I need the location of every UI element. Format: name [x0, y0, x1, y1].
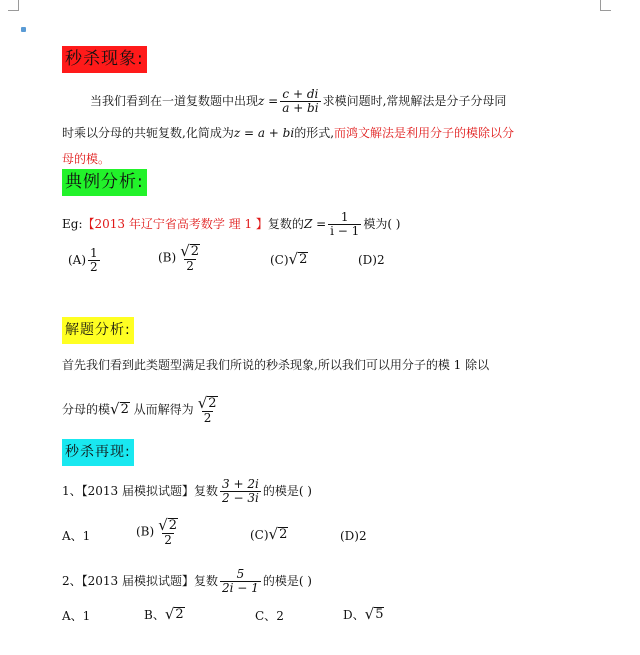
fraction-sqrt2-over-2: [178, 243, 202, 273]
q2-option-a: [62, 608, 90, 624]
paragraph-line-2: [62, 125, 514, 141]
text-span: 的形式,: [294, 126, 335, 140]
option-label: (C): [250, 528, 269, 542]
radicand: 2: [279, 527, 288, 542]
text-span: 的模是( ): [262, 484, 312, 498]
fraction-denominator: 2: [164, 533, 172, 547]
sqrt-symbol: [180, 243, 200, 259]
option-label: D、: [343, 608, 365, 622]
text-span: 当我们看到在一道复数题中出现: [90, 94, 259, 108]
fraction-sqrt2-over-2: [196, 395, 220, 425]
practice-question-1: [62, 478, 312, 505]
analysis-line-1: 首先我们看到此类题型满足我们所说的秒杀现象,所以我们可以用分子的模 1 除以: [62, 358, 490, 372]
page-corner-mark-top-left: [8, 0, 19, 11]
fraction-denominator: 2: [203, 411, 212, 425]
math-z: z =: [258, 94, 279, 108]
option-label: (D): [358, 253, 377, 267]
example-question: [62, 211, 401, 238]
q1-option-a: [62, 528, 90, 544]
highlight-text-red: 而鸿文解法是利用分子的模除以分: [334, 126, 515, 140]
option-label: B、: [144, 608, 165, 622]
sqrt-symbol: [365, 606, 385, 622]
fraction-denominator: 2 − 3i: [222, 491, 259, 505]
text-span: 从而解得为: [129, 402, 194, 417]
sqrt-symbol: [289, 251, 309, 267]
sqrt-symbol: [269, 526, 289, 542]
text-span: 求模问题时,常规解法是分子分母同: [322, 94, 507, 108]
text-span: 复数: [194, 484, 219, 498]
fraction-numerator: [196, 395, 220, 411]
fraction-denominator: 2i − 1: [222, 581, 259, 595]
radicand: 2: [190, 244, 200, 259]
option-label: A、: [62, 529, 83, 543]
q2-option-c: [255, 608, 284, 624]
radicand: 2: [299, 252, 308, 267]
section-heading-practice: 秒杀再现:: [62, 439, 134, 466]
question-number: 1、: [62, 484, 82, 498]
math-expression: z = a + bi: [233, 126, 295, 140]
option-label: (C): [270, 253, 289, 267]
radical-icon: √: [268, 525, 279, 543]
radicand: 2: [120, 401, 129, 417]
option-label: C、: [255, 609, 277, 623]
fraction-c-di-over-a-bi: [280, 88, 320, 115]
option-label: A、: [62, 609, 83, 623]
section-heading-example: 典例分析:: [62, 169, 147, 196]
text-span: 模为( ): [363, 217, 401, 231]
fraction-sqrt2-over-2: [156, 517, 180, 547]
fraction-numerator: 1: [90, 246, 98, 260]
q1-option-b: [136, 517, 182, 547]
q1-option-d: [340, 528, 367, 544]
radical-icon: √: [288, 250, 299, 268]
radical-icon: √: [110, 399, 120, 418]
analysis-line-2: [62, 395, 222, 425]
option-label: (D): [340, 529, 359, 543]
practice-question-2: [62, 568, 312, 595]
fraction-numerator: 1: [340, 210, 349, 224]
fraction-denominator: 2: [90, 260, 98, 274]
option-label: (B): [136, 524, 155, 539]
fraction-numerator: c + di: [282, 87, 319, 101]
q2-option-b: [144, 606, 185, 623]
option-d: [358, 252, 385, 268]
section-heading-analysis: 解题分析:: [62, 317, 134, 344]
fraction-5-over-2i-1: [220, 568, 261, 595]
radicand: 2: [168, 518, 178, 533]
sqrt-symbol: [198, 395, 218, 411]
text-span: 复数: [194, 574, 219, 588]
text-span: 复数的: [267, 217, 304, 231]
paragraph-line-3: 母的模。: [62, 152, 111, 166]
text-span: 的模是( ): [262, 574, 312, 588]
sqrt-symbol: [110, 401, 130, 417]
radicand: 2: [175, 607, 184, 622]
option-value: 2: [358, 529, 367, 543]
sqrt-symbol: [158, 517, 178, 533]
option-value: 2: [376, 253, 385, 267]
fraction-3-2i-over-2-3i: [220, 478, 261, 505]
fraction-numerator: 3 + 2i: [222, 477, 259, 491]
fraction-1-over-i-1: [328, 211, 361, 238]
example-prefix: Eg:: [62, 217, 83, 231]
radicand: 5: [375, 607, 384, 622]
anchor-marker-icon: [21, 27, 26, 32]
fraction-1-over-2: [88, 247, 100, 274]
section-heading-miaosha: 秒杀现象:: [62, 46, 147, 73]
sqrt-symbol: [165, 606, 185, 622]
option-c: [270, 251, 308, 268]
radicand: 2: [208, 396, 217, 411]
radical-icon: √: [158, 516, 168, 534]
question-source: 【2013 届模拟试题】: [81, 484, 194, 498]
option-value: 2: [276, 609, 284, 623]
option-value: 1: [82, 609, 91, 623]
paragraph-line-1: [90, 88, 506, 115]
question-source: 【2013 届模拟试题】: [81, 574, 194, 588]
fraction-numerator: 5: [236, 567, 245, 581]
option-a: [68, 247, 102, 274]
option-label: (A): [68, 253, 87, 267]
fraction-denominator: a + bi: [282, 101, 319, 115]
fraction-denominator: 2: [186, 259, 194, 273]
math-z: Z =: [303, 217, 327, 231]
q1-option-c: [250, 526, 288, 543]
option-value: 1: [82, 529, 91, 543]
radical-icon: √: [180, 242, 190, 260]
page-corner-mark-top-right: [600, 0, 611, 11]
q2-option-d: [343, 606, 384, 623]
text-span: 时乘以分母的共轭复数,化简成为: [62, 126, 234, 140]
option-label: (B): [158, 250, 177, 265]
question-number: 2、: [62, 574, 82, 588]
option-b: [158, 243, 204, 273]
fraction-numerator: [156, 517, 180, 533]
radical-icon: √: [164, 605, 175, 623]
example-source: 【2013 年辽宁省高考数学 理 1 】: [82, 217, 268, 231]
text-span: 分母的模: [62, 402, 111, 417]
radical-icon: √: [364, 605, 375, 623]
radical-icon: √: [197, 394, 208, 412]
fraction-denominator: i − 1: [330, 224, 360, 238]
fraction-numerator: [178, 243, 202, 259]
